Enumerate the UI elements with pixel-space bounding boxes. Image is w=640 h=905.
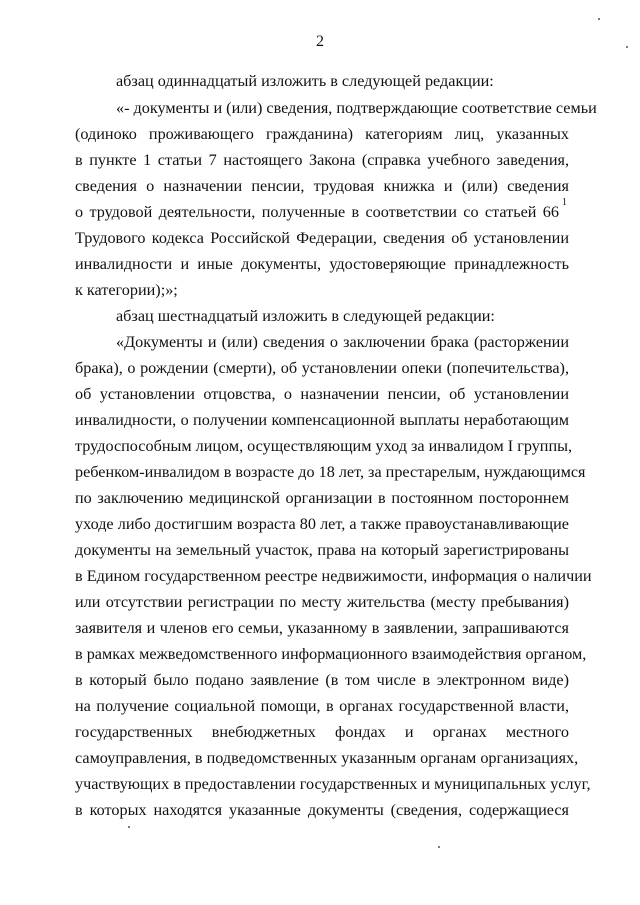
text-line: инвалидности, о получении компенсационной выплаты неработающим [75, 411, 569, 429]
text-line: в Едином государственном реестре недвижимости, информация о наличии [75, 567, 592, 585]
text-line: Трудового кодекса Российской Федерации, сведения об установлении [75, 229, 569, 247]
text-line: в который было подано заявление (в том числе в электронном виде) [75, 671, 569, 689]
text-line: ребенком-инвалидом в возрасте до 18 лет, за престарелым, нуждающимся [75, 463, 586, 481]
text-line: об установлении отцовства, о назначении пенсии, об установлении [75, 385, 569, 403]
footnote-superscript: 1 [562, 197, 567, 208]
text-line: в которых находятся указанные документы (сведения, содержащиеся [75, 801, 569, 819]
text-line: по заключению медицинской организации в постоянном постороннем [75, 489, 569, 507]
scan-speck [128, 826, 130, 828]
text-line: участвующих в предоставлении государственных и муниципальных услуг, [75, 775, 591, 793]
scan-speck [626, 46, 628, 48]
text-line: сведения о назначении пенсии, трудовая книжка и (или) сведения [75, 177, 569, 195]
text-line: абзац шестнадцатый изложить в следующей редакции: [116, 307, 495, 325]
text-line: самоуправления, в подведомственных указанным органам организациях, [75, 749, 579, 767]
text-line: в рамках межведомственного информационного взаимодействия органом, [75, 645, 587, 663]
text-line: уходе либо достигшим возраста 80 лет, а также правоустанавливающие [75, 515, 569, 533]
scan-speck [438, 846, 440, 848]
text-line: в пункте 1 статьи 7 настоящего Закона (справка учебного заведения, [75, 151, 569, 169]
text-line: государственных внебюджетных фондах и органах местного [75, 723, 569, 741]
text-line: заявителя и членов его семьи, указанному в заявлении, запрашиваются [75, 619, 569, 637]
text-line: брака), о рождении (смерти), об установлении опеки (попечительства), [75, 359, 569, 377]
text-line: «Документы и (или) сведения о заключении брака (расторжении [116, 333, 569, 351]
text-line: на получение социальной помощи, в органах государственной власти, [75, 697, 569, 715]
text-line: абзац одиннадцатый изложить в следующей редакции: [116, 72, 494, 90]
text-line: «- документы и (или) сведения, подтверждающие соответствие семьи [116, 99, 597, 117]
scan-speck [598, 18, 600, 20]
text-line: трудоспособным лицом, осуществляющим уход за инвалидом I группы, [75, 437, 573, 455]
text-line: или отсутствии регистрации по месту жительства (месту пребывания) [75, 593, 569, 611]
text-line: о трудовой деятельности, полученные в соответствии со статьей 66 [75, 203, 559, 221]
text-line: к категории);»; [75, 281, 178, 299]
page-number: 2 [316, 33, 324, 50]
text-line: (одиноко проживающего гражданина) категориям лиц, указанных [75, 125, 569, 143]
text-line: документы на земельный участок, права на который зарегистрированы [75, 541, 569, 559]
text-line: инвалидности и иные документы, удостоверяющие принадлежность [75, 255, 569, 273]
